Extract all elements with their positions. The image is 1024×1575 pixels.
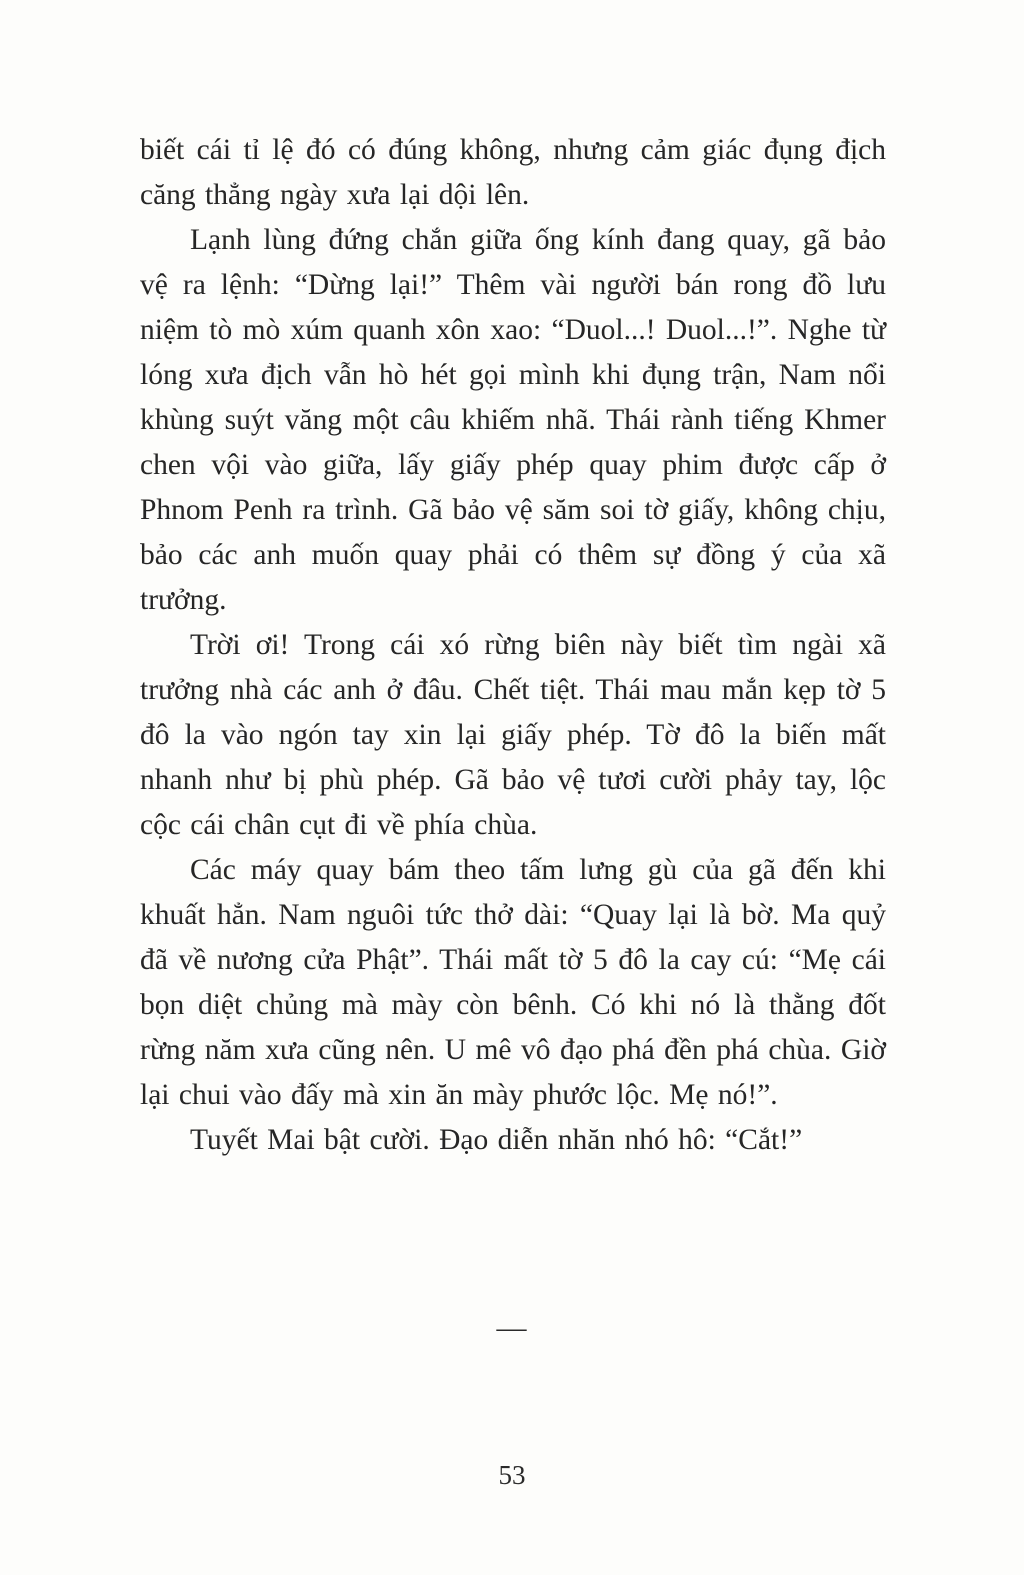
paragraph: Trời ơi! Trong cái xó rừng biên này biết tìm ngài xã trưởng nhà các anh ở đâu. Chết tiệt. Thái mau mắn kẹp tờ 5 đô la vào ngón tay xin lại giấy phép. Tờ đô la biến mất nhanh như bị phù phép. Gã bảo vệ tươi cười phảy tay, lộc cộc cái chân cụt đi về phía chùa. — [140, 629, 886, 841]
section-separator: — — [496, 1311, 528, 1344]
paragraph: Các máy quay bám theo tấm lưng gù của gã đến khi khuất hẳn. Nam nguôi tức thở dài: “Quay lại là bờ. Ma quỷ đã về nương cửa Phật”. Thái mất tờ 5 đô la cay cú: “Mẹ cái bọn diệt chủng mà mày còn bênh. Có khi nó là thằng đốt rừng năm xưa cũng nên. U mê vô đạo phá đền phá chùa. Giờ lại chui vào đấy mà xin ăn mày phước lộc. Mẹ nó!”. — [140, 854, 886, 1111]
body-text — [140, 128, 886, 1163]
paragraph-continuation: biết cái tỉ lệ đó có đúng không, nhưng cảm giác đụng địch căng thẳng ngày xưa lại dội lên. — [140, 134, 886, 211]
paragraph: Tuyết Mai bật cười. Đạo diễn nhăn nhó hô: “Cắt!” — [190, 1124, 803, 1156]
page-number: 53 — [498, 1460, 526, 1490]
paragraph: Lạnh lùng đứng chắn giữa ống kính đang quay, gã bảo vệ ra lệnh: “Dừng lại!” Thêm vài người bán rong đồ lưu niệm tò mò xúm quanh xôn xao: “Duol...! Duol...!”. Nghe từ lóng xưa địch vẫn hò hét gọi mình khi đụng trận, Nam nổi khùng suýt văng một câu khiếm nhã. Thái rành tiếng Khmer chen vội vào giữa, lấy giấy phép quay phim được cấp ở Phnom Penh ra trình. Gã bảo vệ săm soi tờ giấy, không chịu, bảo các anh muốn quay phải có thêm sự đồng ý của xã trưởng. — [140, 224, 886, 616]
